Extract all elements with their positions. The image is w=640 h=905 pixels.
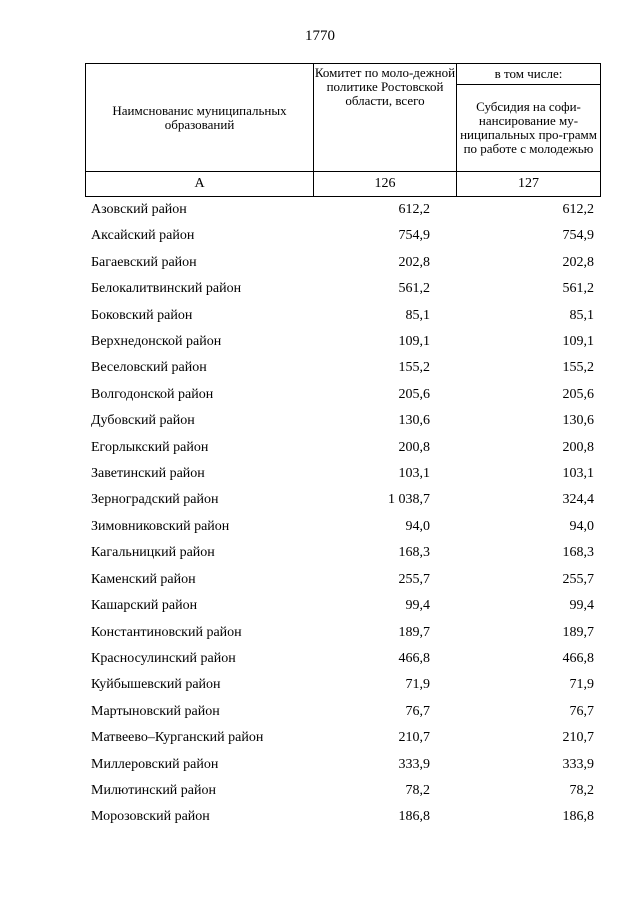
committee-total-value: 754,9 xyxy=(398,228,430,244)
municipality-name: Матвеево–Курганский район xyxy=(91,730,264,746)
municipality-name: Зерноградский район xyxy=(91,492,219,508)
subsidy-value: 76,7 xyxy=(569,703,594,719)
table-row xyxy=(85,514,600,540)
subsidy-value: 71,9 xyxy=(569,677,594,693)
column-header-subsidy: Субсидия на софи-нансирование му-ниципальных про-грамм по работе с молодежью xyxy=(457,85,601,172)
subsidy-value: 324,4 xyxy=(562,492,594,508)
municipality-name: Миллеровский район xyxy=(91,756,219,772)
municipality-name: Каменский район xyxy=(91,571,196,587)
municipality-name: Азовский район xyxy=(91,202,187,217)
committee-total-value: 202,8 xyxy=(398,254,430,270)
municipality-name: Зимовниковский район xyxy=(91,518,230,534)
municipality-name: Кашарский район xyxy=(91,598,198,614)
page-number: 1770 xyxy=(305,28,335,44)
committee-total-value: 130,6 xyxy=(398,413,430,429)
table-row xyxy=(85,487,600,513)
table-row xyxy=(85,355,600,381)
committee-total-value: 78,2 xyxy=(405,782,430,798)
table-row xyxy=(85,250,600,276)
subsidy-value: 612,2 xyxy=(562,202,594,217)
table-row xyxy=(85,804,600,830)
table-row xyxy=(85,646,600,672)
column-header-committee: Комитет по моло-дежной политике Ростовской области, всего xyxy=(314,64,457,172)
subsidy-value: 109,1 xyxy=(562,334,594,350)
column-code-subsidy: 127 xyxy=(457,172,601,197)
table-body xyxy=(85,197,600,831)
table-header xyxy=(85,63,601,197)
committee-total-value: 99,4 xyxy=(405,598,430,614)
committee-total-value: 76,7 xyxy=(405,703,430,719)
municipality-name: Кагальницкий район xyxy=(91,545,215,561)
table-row xyxy=(85,540,600,566)
table-row xyxy=(85,752,600,778)
table-row xyxy=(85,223,600,249)
subsidy-value: 754,9 xyxy=(562,228,594,244)
table-row xyxy=(85,778,600,804)
subsidy-value: 85,1 xyxy=(569,307,594,323)
municipality-name: Верхнедонской район xyxy=(91,334,222,350)
subsidy-value: 78,2 xyxy=(569,782,594,798)
subsidy-value: 200,8 xyxy=(562,439,594,455)
municipality-name: Морозовский район xyxy=(91,809,210,825)
municipality-name: Егорлыкский район xyxy=(91,439,209,455)
committee-total-value: 561,2 xyxy=(398,281,430,297)
subsidy-value: 99,4 xyxy=(569,598,594,614)
subsidy-value: 189,7 xyxy=(562,624,594,640)
table-row xyxy=(85,329,600,355)
committee-total-value: 466,8 xyxy=(398,650,430,666)
table-row xyxy=(85,725,600,751)
subsidy-value: 205,6 xyxy=(562,386,594,402)
subsidy-value: 202,8 xyxy=(562,254,594,270)
committee-total-value: 1 038,7 xyxy=(388,492,430,508)
table-row xyxy=(85,408,600,434)
municipality-name: Волгодонской район xyxy=(91,386,214,402)
municipality-name: Красносулинский район xyxy=(91,650,236,666)
committee-total-value: 189,7 xyxy=(398,624,430,640)
municipality-name: Милютинский район xyxy=(91,782,217,798)
municipality-name: Веселовский район xyxy=(91,360,207,376)
column-code-committee: 126 xyxy=(314,172,457,197)
committee-total-value: 255,7 xyxy=(398,571,430,587)
subsidy-value: 210,7 xyxy=(562,730,594,746)
table-row xyxy=(85,435,600,461)
table-row xyxy=(85,303,600,329)
municipality-name: Мартыновский район xyxy=(91,703,220,719)
municipality-name: Константиновский район xyxy=(91,624,242,640)
committee-total-value: 109,1 xyxy=(398,334,430,350)
subsidy-value: 333,9 xyxy=(562,756,594,772)
committee-total-value: 205,6 xyxy=(398,386,430,402)
committee-total-value: 612,2 xyxy=(398,202,430,217)
subsidy-value: 155,2 xyxy=(562,360,594,376)
table-row xyxy=(85,593,600,619)
table-row xyxy=(85,382,600,408)
table-row xyxy=(85,197,600,223)
committee-total-value: 210,7 xyxy=(398,730,430,746)
municipality-name: Заветинский район xyxy=(91,466,205,482)
committee-total-value: 103,1 xyxy=(398,466,430,482)
column-code-name: А xyxy=(86,172,314,197)
municipality-name: Белокалитвинский район xyxy=(91,281,242,297)
committee-total-value: 155,2 xyxy=(398,360,430,376)
municipality-name: Куйбышевский район xyxy=(91,677,221,693)
subsidy-value: 186,8 xyxy=(562,809,594,825)
table-row xyxy=(85,620,600,646)
subsidy-value: 103,1 xyxy=(562,466,594,482)
municipality-name: Багаевский район xyxy=(91,254,197,270)
committee-total-value: 333,9 xyxy=(398,756,430,772)
subsidy-value: 94,0 xyxy=(569,518,594,534)
subsidy-value: 466,8 xyxy=(562,650,594,666)
municipality-name: Аксайский район xyxy=(91,228,195,244)
subsidy-value: 255,7 xyxy=(562,571,594,587)
table-row xyxy=(85,699,600,725)
table-row xyxy=(85,672,600,698)
subsidy-value: 168,3 xyxy=(562,545,594,561)
subsidy-value: 130,6 xyxy=(562,413,594,429)
municipality-name: Боковский район xyxy=(91,307,193,323)
column-header-including: в том числе: xyxy=(457,64,601,85)
subsidy-value: 561,2 xyxy=(562,281,594,297)
table-row xyxy=(85,276,600,302)
table-row xyxy=(85,461,600,487)
committee-total-value: 186,8 xyxy=(398,809,430,825)
table-row xyxy=(85,567,600,593)
column-header-name: Наимснованис муниципальных образований xyxy=(86,64,314,172)
committee-total-value: 168,3 xyxy=(398,545,430,561)
committee-total-value: 71,9 xyxy=(405,677,430,693)
committee-total-value: 85,1 xyxy=(405,307,430,323)
committee-total-value: 94,0 xyxy=(405,518,430,534)
committee-total-value: 200,8 xyxy=(398,439,430,455)
municipality-name: Дубовский район xyxy=(91,413,195,429)
